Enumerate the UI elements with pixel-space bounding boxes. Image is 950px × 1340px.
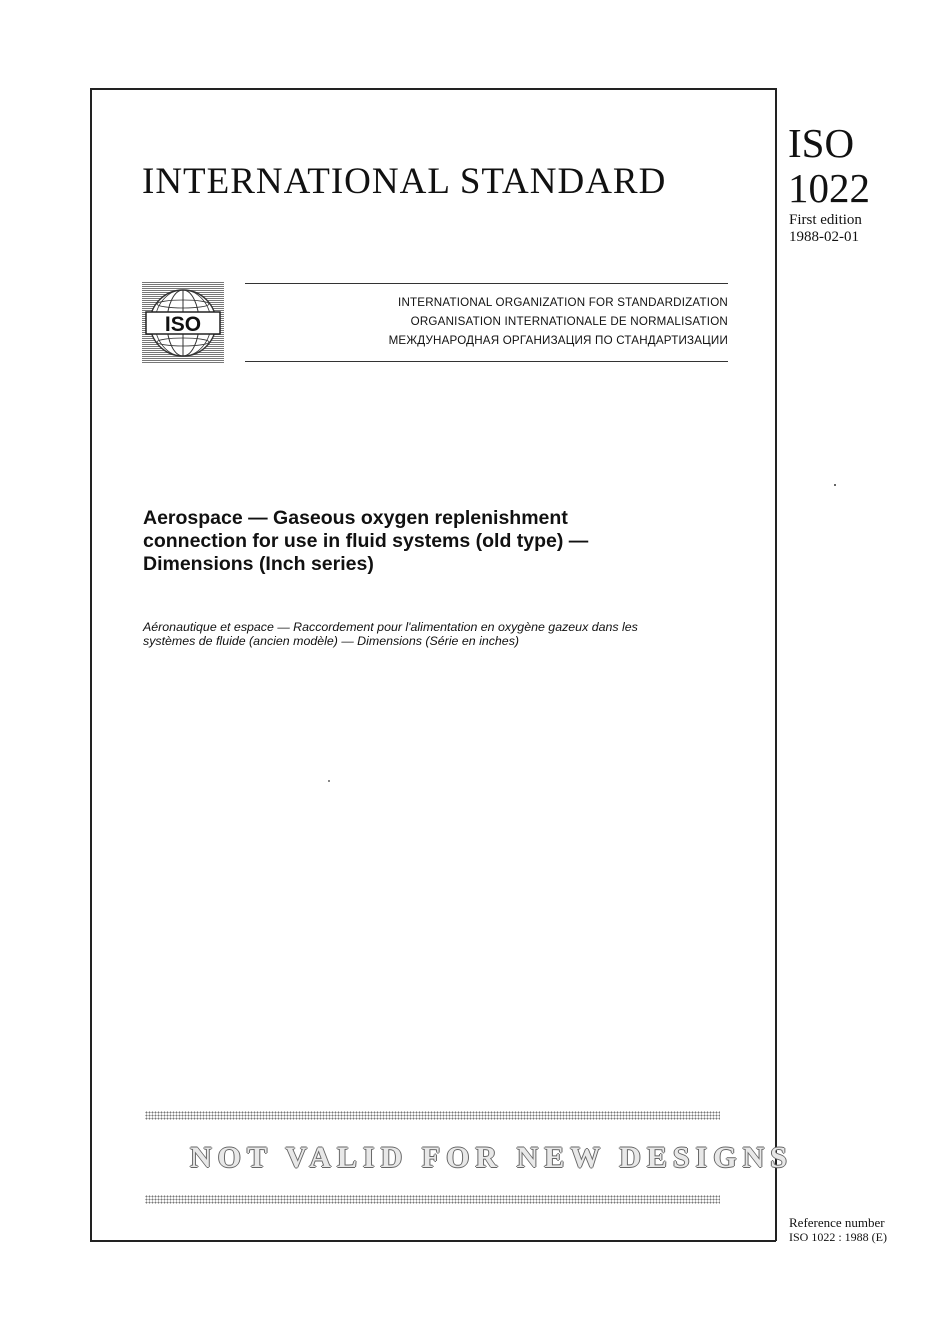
french-title-line-2: systèmes de fluide (ancien modèle) — Dimensions (Série en inches) [143, 634, 520, 648]
edition: First edition [789, 212, 862, 228]
reference-number: ISO 1022 : 1988 (E) [789, 1230, 887, 1244]
org-name-russian: МЕЖДУНАРОДНАЯ ОРГАНИЗАЦИЯ ПО СТАНДАРТИЗАЦИИ [388, 334, 728, 347]
iso-globe-logo-icon [142, 282, 224, 364]
french-title-line-1: Aéronautique et espace — Raccordement pour l'alimentation en oxygène gazeux dans les [143, 620, 638, 634]
scan-speck [834, 484, 836, 486]
logo-text: ISO [164, 313, 202, 336]
frame-top-border [90, 88, 776, 90]
reference-label: Reference number [789, 1215, 885, 1230]
title-line-1: Aerospace — Gaseous oxygen replenishment [143, 507, 568, 529]
not-valid-notice: NOT VALID FOR NEW DESIGNS [190, 1141, 793, 1174]
frame-bottom-border [90, 1240, 776, 1242]
frame-left-border [90, 88, 92, 1241]
notice-stipple-bottom [145, 1195, 720, 1204]
org-rule-bottom [245, 361, 728, 362]
scan-speck [328, 780, 330, 782]
org-rule-top [245, 283, 728, 284]
org-name-french: ORGANISATION INTERNATIONALE DE NORMALISATION [410, 315, 728, 328]
notice-stipple-top [145, 1111, 720, 1120]
title-line-3: Dimensions (Inch series) [143, 553, 374, 575]
iso-label: ISO [788, 120, 855, 166]
frame-right-border [775, 88, 777, 1241]
org-name-english: INTERNATIONAL ORGANIZATION FOR STANDARDIZATION [398, 296, 728, 309]
title-line-2: connection for use in fluid systems (old type) — [143, 530, 589, 552]
standard-number: 1022 [788, 165, 870, 211]
document-type: INTERNATIONAL STANDARD [142, 161, 667, 202]
edition-date: 1988-02-01 [789, 229, 859, 245]
